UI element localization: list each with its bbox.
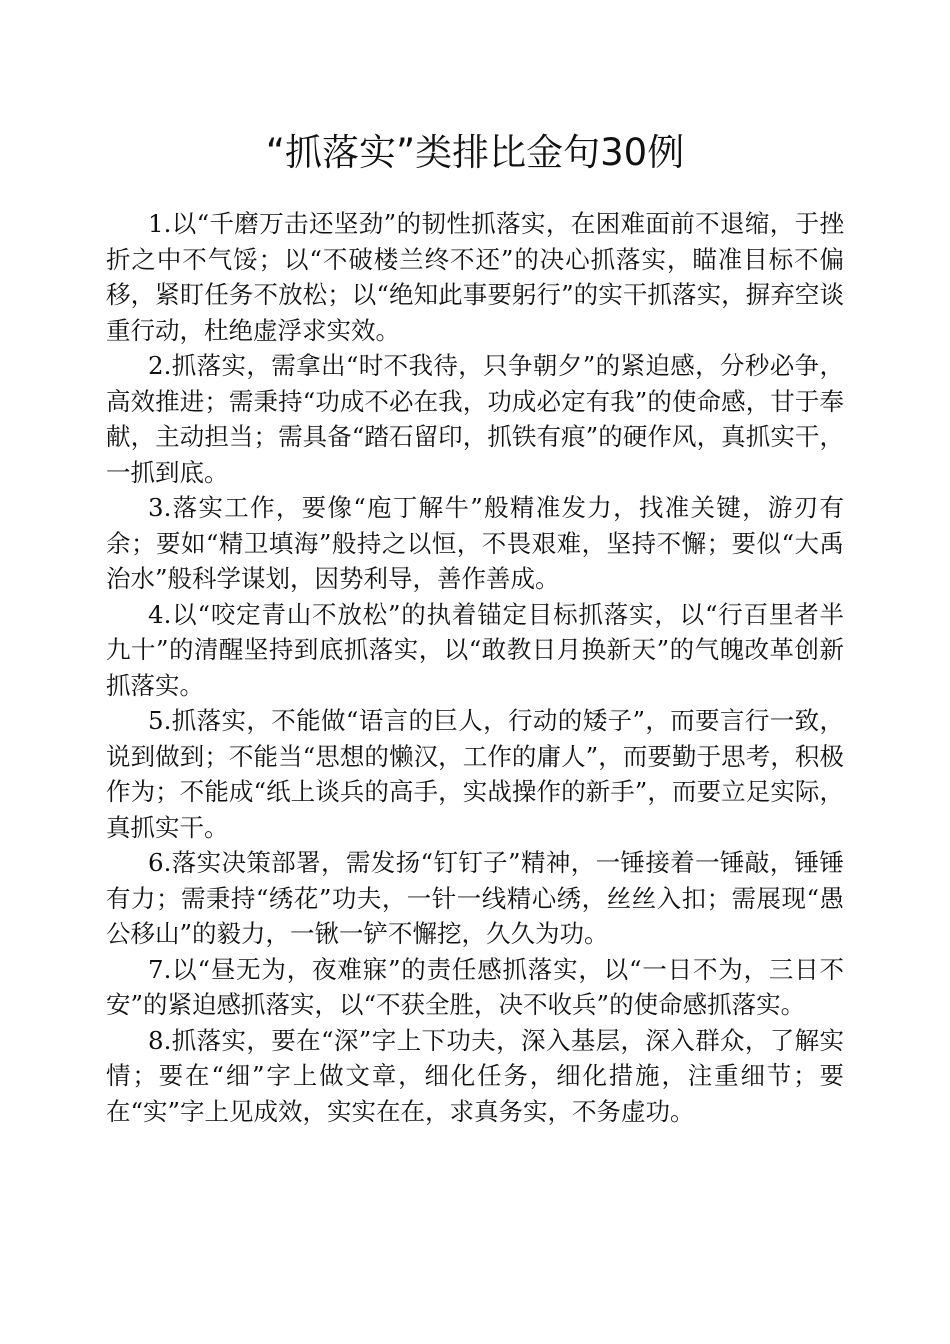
paragraph-4: 4.以“咬定青山不放松”的执着锚定目标抓落实，以“行百里者半九十”的清醒坚持到底抓落实，以“敢教日月换新天”的气魄改革创新抓落实。 [106, 599, 844, 700]
document-title: “抓落实”类排比金句30例 [265, 131, 685, 174]
paragraph-7: 7.以“昼无为，夜难寐”的责任感抓落实，以“一日不为，三日不安”的紧迫感抓落实，以“不获全胜，决不收兵”的使命感抓落实。 [106, 954, 844, 1019]
paragraph-1: 1.以“千磨万击还坚劲”的韧性抓落实，在困难面前不退缩，于挫折之中不气馁；以“不破楼兰终不还”的决心抓落实，瞄准目标不偏移，紧盯任务不放松；以“绝知此事要躬行”的实干抓落实，摒弃空谈重行动，杜绝虚浮求实效。 [106, 209, 844, 345]
paragraph-8: 8.抓落实，要在“深”字上下功夫，深入基层，深入群众，了解实情；要在“细”字上做文章，细化任务，细化措施，注重细节；要在“实”字上见成效，实实在在，求真务实，不务虚功。 [106, 1025, 844, 1126]
paragraph-5: 5.抓落实，不能做“语言的巨人，行动的矮子”，而要言行一致，说到做到；不能当“思想的懒汉，工作的庸人”，而要勤于思考，积极作为；不能成“纸上谈兵的高手，实战操作的新手”，而要立足实际，真抓实干。 [106, 706, 844, 842]
paragraph-3: 3.落实工作，要像“庖丁解牛”般精准发力，找准关键，游刃有余；要如“精卫填海”般持之以恒，不畏艰难，坚持不懈；要似“大禹治水”般科学谋划，因势利导，善作善成。 [106, 493, 844, 593]
document-body [106, 206, 844, 1129]
paragraph-2: 2.抓落实，需拿出“时不我待，只争朝夕”的紧迫感，分秒必争，高效推进；需秉持“功成不必在我，功成必定有我”的使命感，甘于奉献，主动担当；需具备“踏石留印，抓铁有痕”的硬作风，真抓实干，一抓到底。 [106, 351, 844, 487]
paragraph-6: 6.落实决策部署，需发扬“钉钉子”精神，一锤接着一锤敲，锤锤有力；需秉持“绣花”功夫，一针一线精心绣，丝丝入扣；需展现“愚公移山”的毅力，一锹一铲不懈挖，久久为功。 [106, 848, 844, 948]
